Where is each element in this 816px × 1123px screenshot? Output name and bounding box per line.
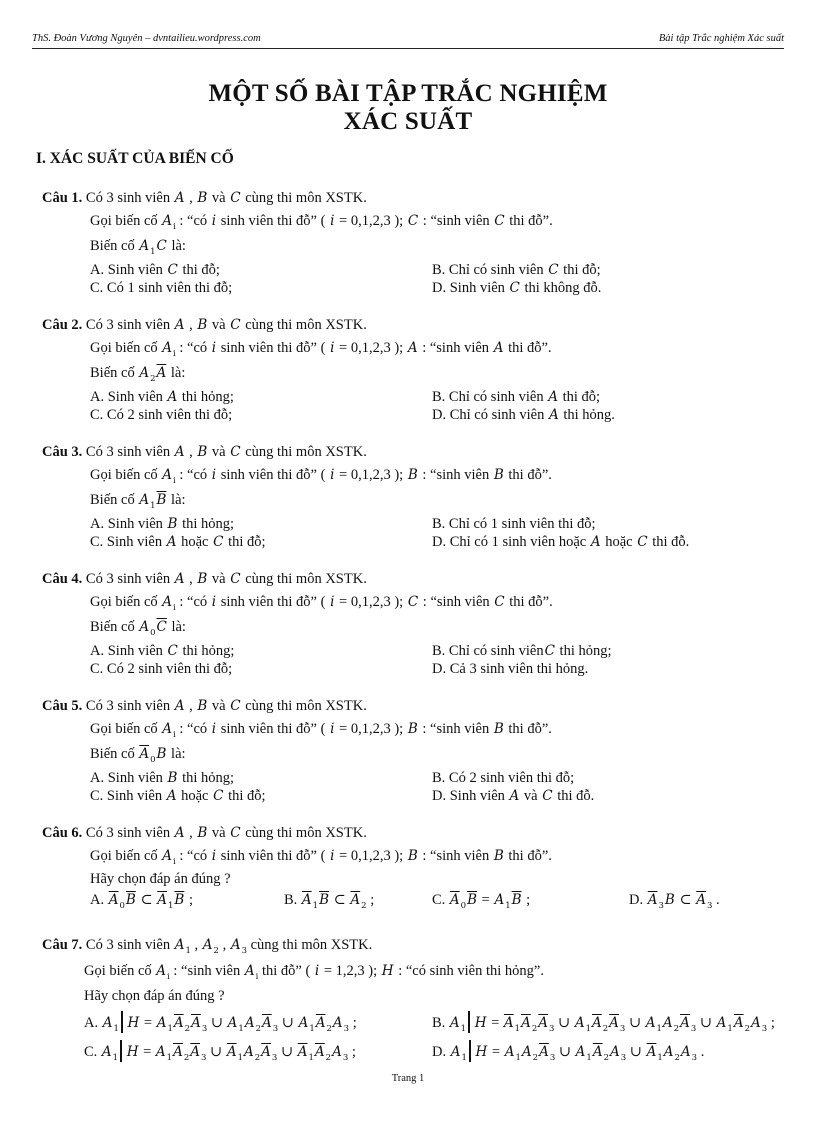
question-number: Câu 6. [42,825,83,841]
question-7-option-b: B. $A_1$ $H = \overline{A}_1\overline{A}_2\overline{A}_3$ ∪ $A_1\overline{A}_2\overline{A}_3$ ∪ $A_1A_2\overline{A}_3$ ∪ $A_1\overline{A}_2A_3$ ; [432,1011,775,1038]
question-3-define: Gọi biến cố $A_i$ : “có i sinh viên thi đỗ” ( i = 0,1,2,3 ); B : “sinh viên B thi đỗ”. [90,467,552,486]
question-3-ask: Biến cố $A_1\overline{B}$ là: [90,492,186,511]
question-6-option-b: B. $\overline{A}_1\overline{B}$ ⊂ $\overline{A}_2$ ; [284,892,375,911]
question-7-define: Gọi biến cố $A_i$ : “sinh viên $A_i$ thi đỗ” ( i = 1,2,3 ); H : “có sinh viên thi hỏng”. [84,963,544,982]
question-4-option-c: C. Có 2 sinh viên thi đỗ; [90,661,233,677]
question-1-define: Gọi biến cố $A_i$ : “có i sinh viên thi đỗ” ( i = 0,1,2,3 ); C : “sinh viên C thi đỗ”. [90,213,553,232]
header-subject: Bài tập Trắc nghiệm Xác suất [658,33,784,44]
question-4-option-a: A. Sinh viên C thi hỏng; [90,643,235,659]
question-3-option-a: A. Sinh viên B thi hỏng; [90,516,235,532]
question-5-ask: Biến cố $\overline{A}_0B$ là: [90,746,186,765]
question-1-setup: Câu 1. Có 3 sinh viên A , B và C cùng thi môn XSTK. [42,190,367,206]
header-rule [32,48,784,49]
title-line-2: XÁC SUẤT [343,108,473,135]
question-1-ask: Biến cố $A_1C$ là: [90,238,186,257]
question-6-ask: Hãy chọn đáp án đúng ? [90,871,231,887]
question-1-option-c: C. Có 1 sinh viên thi đỗ; [90,280,233,296]
page-number: Trang 1 [391,1073,425,1084]
question-5-define: Gọi biến cố $A_i$ : “có i sinh viên thi đỗ” ( i = 0,1,2,3 ); B : “sinh viên B thi đỗ”. [90,721,552,740]
question-3-option-c: C. Sinh viên A hoặc C thi đỗ; [90,534,266,550]
question-3-option-b: B. Chỉ có 1 sinh viên thi đỗ; [432,516,596,532]
question-6-option-c: C. $\overline{A}_0\overline{B} = A_1\overline{B}$ ; [432,892,531,911]
question-5-option-b: B. Có 2 sinh viên thi đỗ; [432,770,575,786]
question-2-ask: Biến cố $A_2\overline{A}$ là: [90,365,186,384]
question-number: Câu 2. [42,317,83,333]
question-2-option-a: A. Sinh viên A thi hỏng; [90,389,234,405]
question-6-setup: Câu 6. Có 3 sinh viên A , B và C cùng thi môn XSTK. [42,825,367,841]
question-number: Câu 5. [42,698,83,714]
question-1-option-b: B. Chỉ có sinh viên C thi đỗ; [432,262,601,278]
question-2-setup: Câu 2. Có 3 sinh viên A , B và C cùng thi môn XSTK. [42,317,367,333]
question-3-option-d: D. Chỉ có 1 sinh viên hoặc A hoặc C thi đỗ. [432,534,690,550]
question-number: Câu 7. [42,937,83,953]
title-line-1: MỘT SỐ BÀI TẬP TRẮC NGHIỆM [208,80,608,107]
question-2-option-b: B. Chỉ có sinh viên A thi đỗ; [432,389,601,405]
question-6-option-d: D. $\overline{A}_3B$ ⊂ $\overline{A}_3$ . [629,892,720,911]
question-4-define: Gọi biến cố $A_i$ : “có i sinh viên thi đỗ” ( i = 0,1,2,3 ); C : “sinh viên C thi đỗ”. [90,594,553,613]
question-number: Câu 3. [42,444,83,460]
section-heading: I. XÁC SUẤT CỦA BIẾN CỐ [36,150,234,167]
question-1-option-a: A. Sinh viên C thi đỗ; [90,262,220,278]
question-5-option-a: A. Sinh viên B thi hỏng; [90,770,235,786]
header-author: ThS. Đoàn Vương Nguyên – dvntailieu.wordpress.com [32,33,261,44]
question-7-option-a: A. $A_1$ $H = A_1\overline{A}_2\overline{A}_3$ ∪ $A_1A_2\overline{A}_3$ ∪ $A_1\overline{A}_2A_3$ ; [84,1011,357,1038]
question-2-define: Gọi biến cố $A_i$ : “có i sinh viên thi đỗ” ( i = 0,1,2,3 ); A : “sinh viên A thi đỗ”. [90,340,552,359]
question-6-option-a: A. $\overline{A}_0\overline{B}$ ⊂ $\overline{A}_1\overline{B}$ ; [90,892,193,911]
question-7-ask: Hãy chọn đáp án đúng ? [84,988,225,1004]
question-number: Câu 4. [42,571,83,587]
question-7-option-c: C. $A_1$ $H = A_1\overline{A}_2\overline{A}_3$ ∪ $\overline{A}_1A_2\overline{A}_3$ ∪ $\overline{A}_1\overline{A}_2A_3$ ; [84,1040,356,1067]
question-5-option-c: C. Sinh viên A hoặc C thi đỗ; [90,788,266,804]
question-2-option-d: D. Chỉ có sinh viên A thi hỏng. [432,407,615,423]
question-4-setup: Câu 4. Có 3 sinh viên A , B và C cùng thi môn XSTK. [42,571,367,587]
question-4-ask: Biến cố $A_0\overline{C}$ là: [90,619,186,638]
question-6-define: Gọi biến cố $A_i$ : “có i sinh viên thi đỗ” ( i = 0,1,2,3 ); B : “sinh viên B thi đỗ”. [90,848,552,867]
question-7-setup: Câu 7. Có 3 sinh viên $A_1$ , $A_2$ , $A_3$ cùng thi môn XSTK. [42,937,373,956]
question-5-option-d: D. Sinh viên A và C thi đỗ. [432,788,595,804]
question-4-option-b: B. Chỉ có sinh viênC thi hỏng; [432,643,612,659]
question-7-option-d: D. $A_1$ $H = A_1A_2\overline{A}_3$ ∪ $A_1\overline{A}_2A_3$ ∪ $\overline{A}_1A_2A_3$ . [432,1040,704,1067]
question-1-option-d: D. Sinh viên C thi không đỗ. [432,280,602,296]
question-5-setup: Câu 5. Có 3 sinh viên A , B và C cùng thi môn XSTK. [42,698,367,714]
question-2-option-c: C. Có 2 sinh viên thi đỗ; [90,407,233,423]
running-header [32,33,784,49]
question-3-setup: Câu 3. Có 3 sinh viên A , B và C cùng thi môn XSTK. [42,444,367,460]
question-4-option-d: D. Cả 3 sinh viên thi hỏng. [432,661,589,677]
question-number: Câu 1. [42,190,83,206]
